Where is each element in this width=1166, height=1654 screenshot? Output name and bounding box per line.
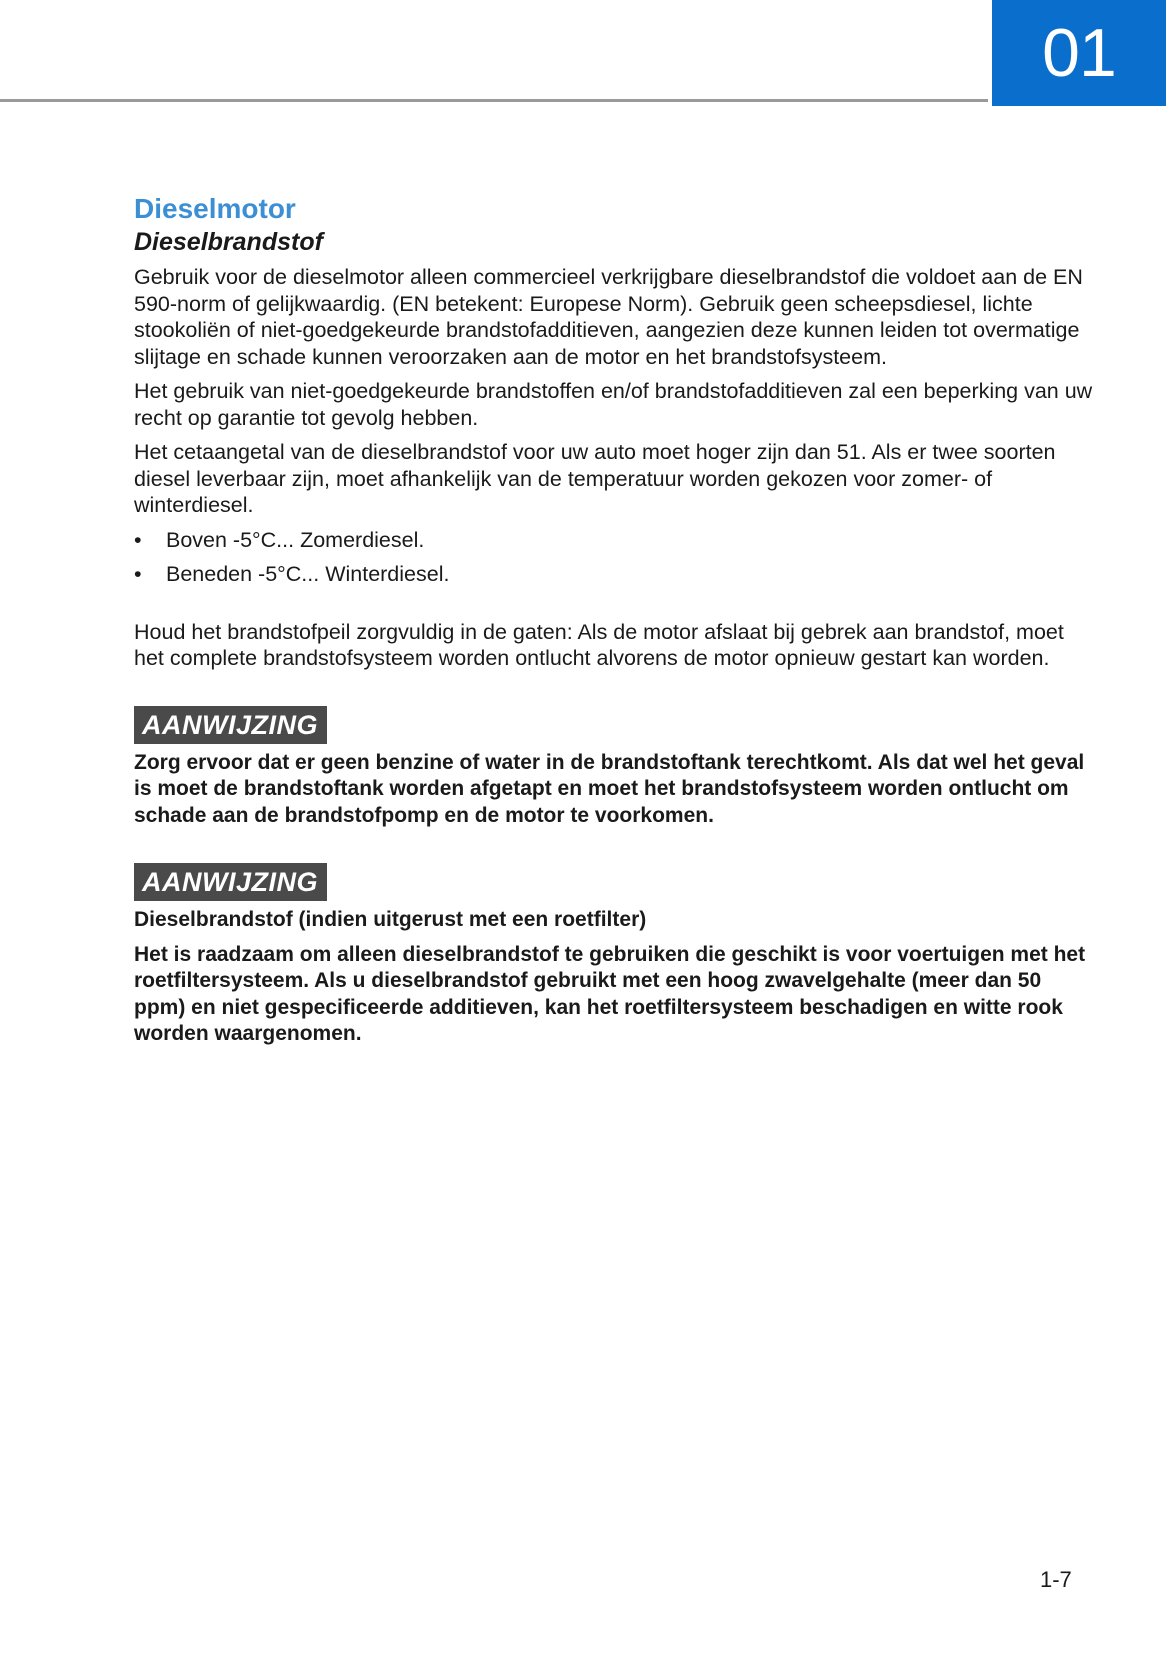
list-item-text: Boven -5°C... Zomerdiesel. (166, 527, 425, 552)
page-number: 1-7 (1040, 1567, 1072, 1592)
body-paragraph: Gebruik voor de dieselmotor alleen commercieel verkrijgbare dieselbrandstof die voldoet aan de EN 590-norm of gelijkwaardig. (EN betekent: Europese Norm). Gebruik geen scheepsdiesel, lichte stookoliën of niet-goedgekeurde brandstofadditieven, aangezien deze kunnen leiden tot overmatige slijtage en schade kunnen veroorzaken aan de motor en het brandstofsysteem. (134, 265, 1083, 369)
body-paragraph: Houd het brandstofpeil zorgvuldig in de gaten: Als de motor afslaat bij gebrek aan brandstof, moet het complete brandstofsysteem worden ontlucht alvorens de motor opnieuw gestart kan worden. (134, 619, 1064, 670)
notice-block (134, 680, 1094, 830)
notice-text: Zorg ervoor dat er geen benzine of water in de brandstoftank terechtkomt. Als dat wel het geval is moet de brandstoftank worden afgetapt en moet het brandstofsysteem worden ontlucht om schade aan de brandstofpomp en de motor te voorkomen. (134, 750, 1085, 827)
list-item (134, 561, 1094, 588)
body-paragraph: Het gebruik van niet-goedgekeurde brandstoffen en/of brandstofadditieven zal een beperking van uw recht op garantie tot gevolg hebben. (134, 379, 1093, 430)
notice-heading: Dieselbrandstof (indien uitgerust met een roetfilter) (134, 908, 647, 931)
body-paragraph: Het cetaangetal van de dieselbrandstof voor uw auto moet hoger zijn dan 51. Als er twee soorten diesel leverbaar zijn, moet afhankelijk van de temperatuur worden gekozen voor zomer- of winterdiesel. (134, 440, 1056, 517)
notice-label: AANWIJZING (134, 863, 327, 901)
bullet-icon: • (134, 562, 142, 586)
notice-label: AANWIJZING (134, 706, 327, 744)
bullet-list (134, 527, 1094, 588)
chapter-tab: 01 (992, 0, 1166, 106)
list-item-text: Beneden -5°C... Winterdiesel. (166, 562, 450, 586)
section-title: Dieselmotor (134, 193, 296, 224)
spacer (134, 596, 1094, 619)
subsection-title: Dieselbrandstof (134, 228, 323, 256)
notice-block (134, 837, 1094, 1048)
bullet-icon: • (134, 527, 142, 552)
list-item (134, 527, 1094, 554)
notice-text: Het is raadzaam om alleen dieselbrandstof te gebruiken die geschikt is voor voertuigen met het roetfiltersysteem. Als u dieselbrandstof gebruikt met een hoog zwavelgehalte (meer dan 50 ppm) en niet gespecificeerde additieven, kan het roetfiltersysteem beschadigen en witte rook worden waargenomen. (134, 942, 1086, 1045)
header-divider (0, 99, 988, 102)
page-content (134, 192, 1094, 1056)
